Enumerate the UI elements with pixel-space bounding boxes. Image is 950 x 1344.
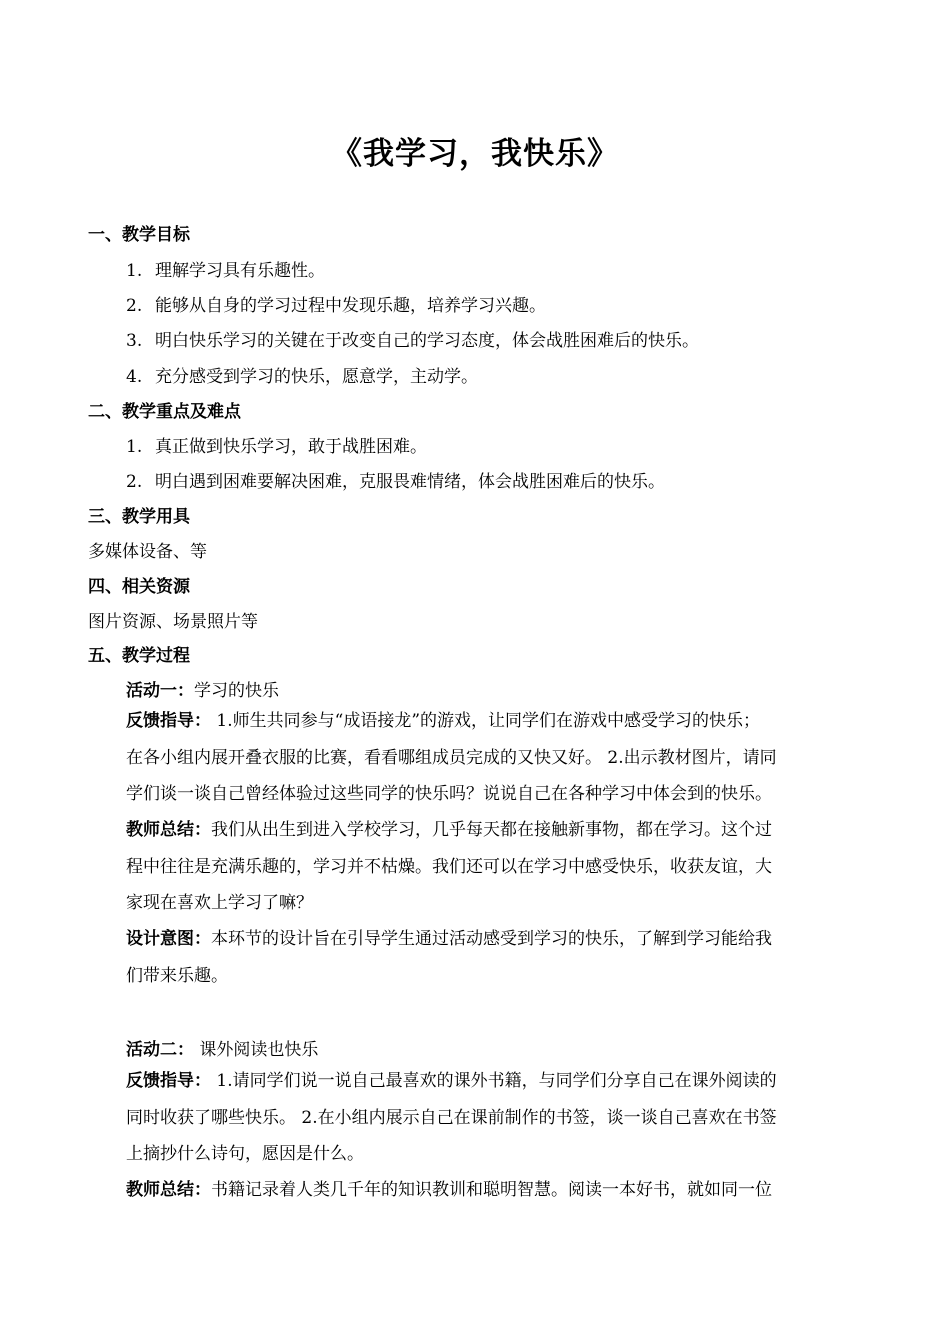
paragraph-line: 程中往往是充满乐趣的，学习并不枯燥。我们还可以在学习中感受快乐，收获友谊，大 <box>126 856 772 877</box>
list-text: 明白快乐学习的关键在于改变自己的学习态度，体会战胜困难后的快乐。 <box>155 331 699 351</box>
summary-label: 教师总结： <box>126 1180 211 1200</box>
paragraph-line: 我们从出生到进入学校学习，几乎每天都在接触新事物，都在学习。这个过 <box>211 820 772 840</box>
paragraph-line: 学们谈一谈自己曾经体验过这些同学的快乐吗？说说自己在各种学习中体会到的快乐。 <box>126 784 772 804</box>
list-text: 充分感受到学习的快乐，愿意学，主动学。 <box>155 367 478 387</box>
list-number: 2. <box>126 472 143 492</box>
list-item <box>126 362 478 387</box>
list-item <box>126 467 665 492</box>
list-number: 4. <box>126 367 143 387</box>
section-text-resources: 图片资源、场景照片等 <box>88 612 258 632</box>
paragraph-line: 上摘抄什么诗句，愿因是什么。 <box>126 1144 364 1164</box>
list-item <box>126 256 325 281</box>
paragraph-line: 1.请同学们说一说自己最喜欢的课外书籍，与同学们分享自己在课外阅读的 <box>211 1071 777 1091</box>
intent-label: 设计意图： <box>126 929 211 949</box>
section-heading-key-points: 二、教学重点及难点 <box>88 402 241 422</box>
list-item <box>126 326 699 351</box>
list-number: 1. <box>126 261 143 281</box>
section-heading-resources: 四、相关资源 <box>88 577 190 597</box>
paragraph-line: 1.师生共同参与“成语接龙”的游戏，让同学们在游戏中感受学习的快乐； <box>211 711 761 731</box>
summary-paragraph <box>126 1172 862 1209</box>
section-heading-tools: 三、教学用具 <box>88 507 190 527</box>
intent-paragraph <box>126 921 862 994</box>
feedback-paragraph <box>126 703 862 813</box>
activity-title: 课外阅读也快乐 <box>194 1040 319 1060</box>
paragraph-line: 在各小组内展开叠衣服的比赛，看看哪组成员完成的又快又好。 2.出示教材图片，请同 <box>126 747 777 768</box>
feedback-label: 反馈指导： <box>126 711 211 731</box>
feedback-label: 反馈指导： <box>126 1071 211 1091</box>
summary-paragraph <box>126 812 862 922</box>
feedback-paragraph <box>126 1063 862 1173</box>
paragraph-line: 书籍记录着人类几千年的知识教训和聪明智慧。阅读一本好书，就如同一位 <box>211 1180 772 1200</box>
list-number: 2. <box>126 296 143 316</box>
list-item <box>126 291 546 316</box>
document-title: 《我学习，我快乐》 <box>331 136 619 172</box>
activity-label: 活动二： <box>126 1040 194 1060</box>
list-text: 真正做到快乐学习，敢于战胜困难。 <box>155 437 427 457</box>
paragraph-line: 家现在喜欢上学习了嘛？ <box>126 893 313 913</box>
activity-label: 活动一： <box>126 681 194 701</box>
section-heading-process: 五、教学过程 <box>88 646 190 666</box>
list-text: 理解学习具有乐趣性。 <box>155 261 325 281</box>
list-number: 3. <box>126 331 143 351</box>
paragraph-line: 同时收获了哪些快乐。 2.在小组内展示自己在课前制作的书签，谈一谈自己喜欢在书签 <box>126 1107 777 1128</box>
paragraph-line: 本环节的设计旨在引导学生通过活动感受到学习的快乐，了解到学习能给我 <box>211 929 772 949</box>
summary-label: 教师总结： <box>126 820 211 840</box>
activity-title: 学习的快乐 <box>194 681 279 701</box>
list-text: 能够从自身的学习过程中发现乐趣，培养学习兴趣。 <box>155 296 546 316</box>
section-text-tools: 多媒体设备、等 <box>88 542 207 562</box>
list-item <box>126 432 427 457</box>
activity-title-line <box>126 676 279 701</box>
activity-title-line <box>126 1035 318 1060</box>
section-heading-objectives: 一、教学目标 <box>88 225 190 245</box>
list-text: 明白遇到困难要解决困难，克服畏难情绪，体会战胜困难后的快乐。 <box>155 472 665 492</box>
paragraph-line: 们带来乐趣。 <box>126 965 228 986</box>
list-number: 1. <box>126 437 143 457</box>
